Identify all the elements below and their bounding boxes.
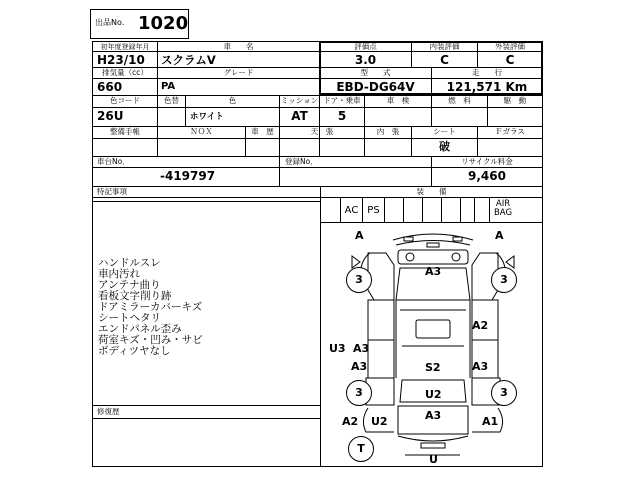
tire-front-right: 3 <box>491 267 517 293</box>
front-glass-label: Ｆガラス <box>495 127 525 136</box>
doors-value: 5 <box>337 109 347 123</box>
score-label: 評価点 <box>354 42 377 51</box>
mark-left-a3-lower: A3 <box>351 360 368 373</box>
tire-rear-right: 3 <box>491 380 517 406</box>
mark-right-door: A2 <box>472 319 489 332</box>
color-value: ホワイト <box>190 112 224 122</box>
model-name-label: 車 名 <box>223 42 254 51</box>
mark-front-left: A <box>355 229 364 242</box>
note-item: シートヘタリ <box>98 312 161 324</box>
note-item: エンドパネル歪み <box>98 323 182 335</box>
grade-label: グレード <box>223 68 254 77</box>
exterior-score-value: C <box>505 53 515 67</box>
notes-label: 特記事項 <box>97 187 127 196</box>
mark-left-u3: U3 <box>329 342 346 355</box>
grade-value: PA <box>161 81 176 92</box>
mark-front-right: A <box>495 229 504 242</box>
mark-roof-s2: S2 <box>425 361 441 374</box>
handbook-label: 整備手帳 <box>110 127 140 136</box>
mileage-value: 121,571 Km <box>446 80 528 94</box>
first-registration-label: 初年度登録年月 <box>100 43 150 51</box>
mark-windshield: A3 <box>425 265 442 278</box>
mileage-label: 走 行 <box>472 68 502 77</box>
note-item: 看板文字削り跡 <box>98 290 172 302</box>
interior-score-label: 内装評価 <box>429 42 460 51</box>
sunroof-label: 天 張 <box>310 127 334 136</box>
recycle-fee-value: 9,460 <box>468 169 506 183</box>
note-item: ドアミラーカバーキズ <box>98 301 203 313</box>
note-item: 荷室キズ・凹み・サビ <box>98 334 203 346</box>
recycle-fee-label: リサイクル料金 <box>461 157 513 166</box>
model-code-value: EBD-DG64V <box>336 80 415 94</box>
repair-history-label: 修復歴 <box>97 407 120 416</box>
color-code-value: 26U <box>97 109 124 123</box>
tire-rear-left: 3 <box>346 380 372 406</box>
displacement-label: 排気量（cc） <box>102 68 148 77</box>
registration-no-label: 登録No． <box>285 157 318 166</box>
transmission-label: ミッション <box>280 96 319 105</box>
mark-rear-left-a2: A2 <box>342 415 359 428</box>
equipment-ac: AC <box>344 205 359 216</box>
mark-rear-right-a1: A1 <box>482 415 499 428</box>
interior-roof-label: 内 張 <box>376 127 400 136</box>
equipment-label: 装 備 <box>416 187 447 196</box>
chassis-no-value: -419797 <box>160 169 216 183</box>
equipment-airbag: AIR BAG <box>493 199 513 218</box>
seat-value: 破 <box>439 140 450 153</box>
mark-rear-a3: A3 <box>425 409 442 422</box>
listing-number: 1020 <box>138 13 189 34</box>
mark-right-a3: A3 <box>472 360 489 373</box>
model-name-value: スクラムV <box>161 53 216 67</box>
history-label: 車 歴 <box>251 127 274 136</box>
exterior-score-label: 外装評価 <box>495 42 525 51</box>
color-label: 色 <box>228 96 237 105</box>
displacement-value: 660 <box>97 80 123 94</box>
first-registration-value: H23/10 <box>97 53 145 67</box>
note-item: アンテナ曲り <box>98 279 161 291</box>
nox-label: ＮＯＸ <box>190 127 213 136</box>
drive-label: 駆 動 <box>503 96 527 105</box>
spare-tire: T <box>348 436 374 462</box>
note-item: ボディツヤなし <box>98 345 171 357</box>
interior-score-value: C <box>440 53 449 67</box>
mark-rear-left-u2: U2 <box>371 415 388 428</box>
score-value: 3.0 <box>354 53 377 67</box>
tire-front-left: 3 <box>346 267 372 293</box>
color-code-label: 色コード <box>110 96 140 105</box>
color-change-label: 色替 <box>164 96 179 105</box>
inspection-label: 車 検 <box>386 96 410 105</box>
chassis-no-label: 車台No． <box>97 157 130 166</box>
transmission-value: AT <box>291 109 308 123</box>
mark-left-a3-upper: A3 <box>353 342 370 355</box>
note-item: ハンドルスレ <box>98 257 161 269</box>
listing-number-label: 出品No． <box>95 18 130 27</box>
seat-label: シート <box>433 127 456 136</box>
note-item: 車内汚れ <box>98 268 140 280</box>
doors-label: ドア・乗車 <box>323 96 361 105</box>
fuel-label: 燃 料 <box>448 96 471 105</box>
model-code-label: 型 式 <box>360 68 391 77</box>
mark-bottom-u: U <box>429 453 438 466</box>
mark-rear-u2: U2 <box>425 388 442 401</box>
equipment-ps: PS <box>367 205 380 216</box>
